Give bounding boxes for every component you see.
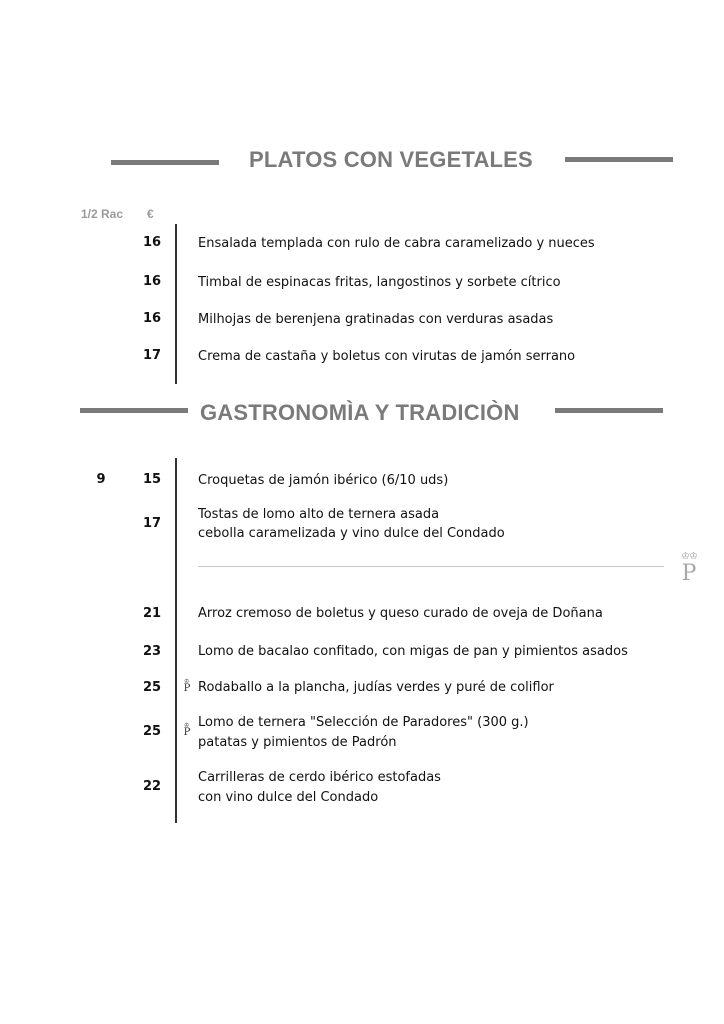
heading-rule-right [565,157,673,162]
dish-item-6-line2: patatas y pimientos de Padrón [198,735,397,750]
price-item-5: 25 [142,680,162,695]
price-item-3: 21 [142,606,162,621]
dish-item-5: Rodaballo a la plancha, judías verdes y puré de coliflor [198,680,554,695]
section-title-gastronomia: GASTRONOMÌA Y TRADICIÒN [200,400,520,425]
section-separator [198,566,664,567]
price-item-3: 16 [142,311,162,326]
dish-item-7-line1: Carrilleras de cerdo ibérico estofadas [198,770,441,785]
heading-rule-left [80,408,188,413]
paradores-logo-icon: ♔♔ P [681,551,697,586]
dish-item-6-line1: Lomo de ternera "Selección de Paradores" (300 g.) [198,715,529,730]
dish-item-2-line1: Tostas de lomo alto de ternera asada [198,507,440,522]
price-item-7: 22 [142,779,162,794]
section-title-vegetales: PLATOS CON VEGETALES [249,147,533,172]
paradores-mark-icon: ♔ P [183,678,191,694]
dish-item-1: Ensalada templada con rulo de cabra caramelizado y nueces [198,236,595,251]
price-item-6: 25 [142,724,162,739]
dish-item-2: Timbal de espinacas fritas, langostinos y sorbete cítrico [198,275,561,290]
heading-rule-right [555,408,663,413]
dish-item-3: Milhojas de berenjena gratinadas con verduras asadas [198,312,554,327]
column-header-half-ration: 1/2 Rac [81,207,124,221]
dish-item-4: Crema de castaña y boletus con virutas de jamón serrano [198,349,576,364]
dish-item-7-line2: con vino dulce del Condado [198,790,379,805]
dish-item-2-line2: cebolla caramelizada y vino dulce del Condado [198,526,505,541]
price-item-1: 16 [142,235,162,250]
dish-item-3: Arroz cremoso de boletus y queso curado de oveja de Doñana [198,606,603,621]
column-header-price: € [147,207,154,221]
price-item-2: 16 [142,274,162,289]
section2-divider-line [175,458,177,823]
dish-item-4: Lomo de bacalao confitado, con migas de pan y pimientos asados [198,644,628,659]
price-item-4: 23 [142,644,162,659]
price-item-1: 15 [142,472,162,487]
half-price-item-1: 9 [96,472,106,487]
price-item-4: 17 [142,348,162,363]
paradores-mark-icon: ♔ P [183,722,191,738]
price-item-2: 17 [142,516,162,531]
heading-rule-left [111,160,219,165]
dish-item-1: Croquetas de jamón ibérico (6/10 uds) [198,473,449,488]
section1-divider-line [175,224,177,384]
